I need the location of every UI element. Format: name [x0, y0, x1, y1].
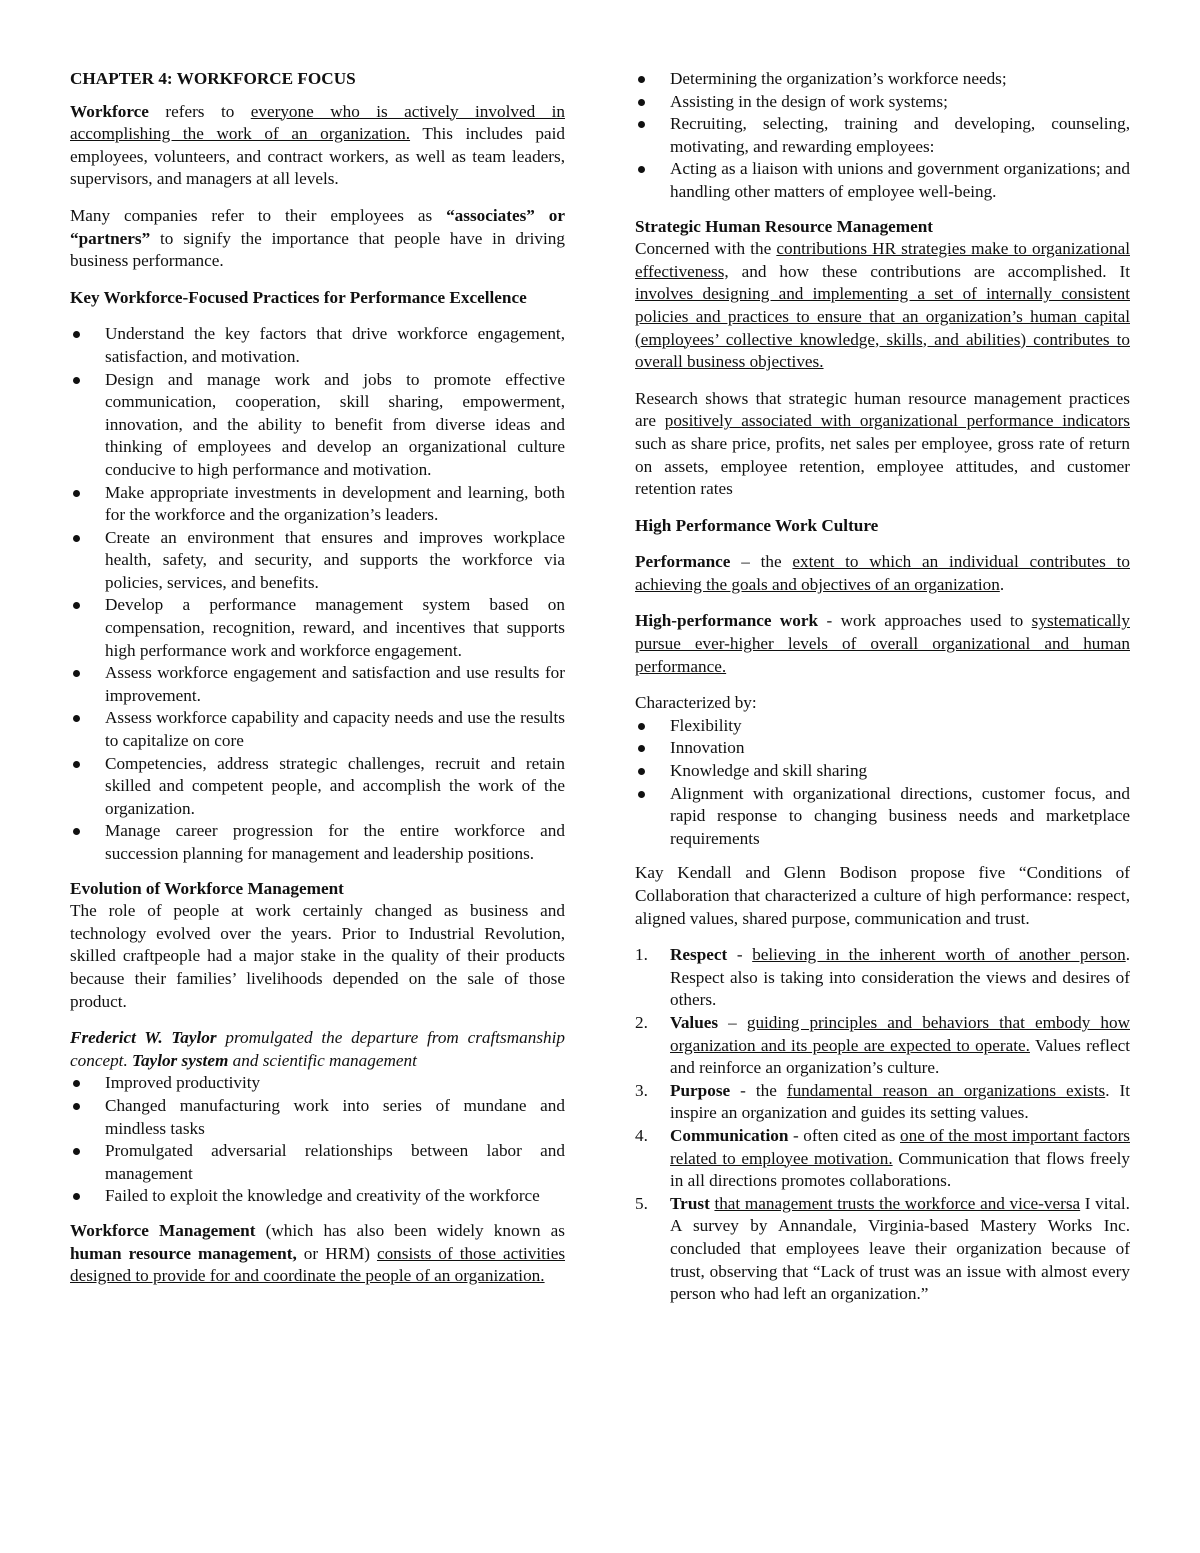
taylor-system: Taylor system — [132, 1050, 229, 1070]
associates-pre: Many companies refer to their employees as — [70, 205, 447, 225]
condition-underlined: believing in the inherent worth of another person — [752, 945, 1126, 965]
performance-definition — [635, 551, 1130, 596]
list-item: Improved productivity — [70, 1072, 565, 1095]
taylor-end: and scientific management — [228, 1050, 417, 1070]
hpw-definition — [635, 610, 1130, 678]
list-item: Failed to exploit the knowledge and creativity of the workforce — [70, 1185, 565, 1208]
list-item: Innovation — [635, 737, 1130, 760]
list-item: Understand the key factors that drive workforce engagement, satisfaction, and motivation. — [70, 323, 565, 368]
wm-term: Workforce Management — [70, 1220, 256, 1240]
taylor-mid: promulgated the departure from craftsmanship concept. — [70, 1028, 565, 1070]
workforce-rest: This includes paid employees, volunteers, and contract workers, as well as team leaders, supervisors, and managers at all levels. — [70, 124, 565, 189]
associates-post: to signify the importance that people have in driving business performance. — [70, 228, 565, 271]
evolution-paragraph: The role of people at work certainly changed as business and technology evolved over the years. Prior to Industrial Revolution, skilled craftpeople had a major stake in the quality of their products because their families’ livelihoods depended on the sale of those product. — [70, 901, 565, 1011]
workforce-definition — [70, 101, 565, 191]
list-item: Recruiting, selecting, training and developing, counseling, motivating, and rewarding employees: — [635, 113, 1130, 158]
list-item: Create an environment that ensures and improves workplace health, safety, and security, and supports the workforce via policies, services, and benefits. — [70, 527, 565, 595]
workforce-refers: refers to — [148, 101, 251, 121]
shrm-underlined-2: involves designing and implementing a set of internally consistent policies and practices to ensure that an organization’s human capital (employees’ collective knowledge, skills, and abilities) contributes to overall business objectives. — [635, 284, 1130, 372]
condition-item — [635, 1193, 1130, 1306]
research-post: such as share price, profits, net sales per employee, gross rate of return on assets, employee retention, employee attitudes, and customer retention rates — [635, 433, 1130, 499]
wm-underlined: consists of those activities designed to provide for and coordinate the people of an organization. — [70, 1243, 566, 1286]
shrm-mid: and how these contributions are accomplished. It — [728, 261, 1130, 281]
shrm-paragraph — [635, 238, 1130, 374]
list-item: Changed manufacturing work into series of mundane and mindless tasks — [70, 1095, 565, 1140]
performance-end: . — [999, 574, 1005, 594]
evolution-heading: Evolution of Workforce Management — [70, 878, 344, 898]
list-item: Determining the organization’s workforce needs; — [635, 68, 1130, 91]
taylor-name: Frederict W. Taylor — [70, 1028, 217, 1048]
list-item: Assess workforce engagement and satisfaction and use results for improvement. — [70, 662, 565, 707]
workforce-term: Workforce — [70, 101, 149, 121]
condition-underlined: one of the most important factors related to employee motivation. — [670, 1125, 1130, 1168]
condition-underlined: fundamental reason an organizations exists — [786, 1080, 1106, 1100]
condition-rest: I vital. A survey by Annandale, Virginia-based Mastery Works Inc. concluded that employees leave their organization because of trust, observing that “Lack of trust was an issue with almost every person who had left an organization.” — [670, 1193, 1130, 1304]
left-column — [70, 68, 565, 1302]
shrm-heading: Strategic Human Resource Management — [635, 216, 934, 236]
associates-bold: “associates” or “partners” — [70, 205, 565, 248]
condition-item — [635, 944, 1130, 1012]
research-pre: Research shows that strategic human resource management practices are — [635, 388, 1130, 431]
condition-sep: - often cited as — [788, 1125, 901, 1145]
condition-term: Trust — [670, 1193, 710, 1213]
condition-underlined: guiding principles and behaviors that embody how organization and its people are expected to operate. — [670, 1012, 1130, 1055]
performance-underlined: extent to which an individual contributes to achieving the goals and objectives of an organization — [635, 552, 1130, 594]
wm-mid2: or HRM) — [296, 1243, 377, 1263]
hpw-underlined: systematically pursue ever-higher levels of overall organizational and human performance. — [635, 611, 1130, 676]
characteristics-list — [635, 715, 1130, 851]
shrm-underlined-1: contributions HR strategies make to organizational effectiveness, — [635, 239, 1130, 281]
wm-hrm: human resource management, — [70, 1243, 297, 1263]
hrm-activities-list — [635, 68, 1130, 204]
condition-number: 2. — [635, 1012, 648, 1032]
list-item: Flexibility — [635, 715, 1130, 738]
kendall-paragraph: Kay Kendall and Glenn Bodison propose five “Conditions of Collaboration that characterized a culture of high performance: respect, aligned values, shared purpose, communication and trust. — [635, 863, 1130, 928]
list-item: Manage career progression for the entire workforce and succession planning for management and leadership positions. — [70, 820, 565, 865]
hpw-dash: - work approaches used to — [818, 611, 1032, 631]
list-item: Competencies, address strategic challenges, recruit and retain skilled and competent people, and accomplish the work of the organization. — [70, 753, 565, 821]
condition-underlined: that management trusts the workforce and vice-versa — [714, 1193, 1081, 1213]
workforce-underlined: everyone who is actively involved in accomplishing the work of an organization. — [70, 101, 565, 144]
characterized-label: Characterized by: — [635, 693, 757, 713]
taylor-points-list — [70, 1072, 565, 1208]
condition-item — [635, 1125, 1130, 1193]
research-paragraph — [635, 388, 1130, 501]
condition-term: Purpose — [670, 1080, 731, 1100]
right-column — [635, 68, 1130, 1318]
key-practices-heading: Key Workforce-Focused Practices for Performance Excellence — [70, 287, 527, 307]
condition-sep: - — [727, 945, 753, 965]
key-practices-list — [70, 323, 565, 865]
hpw-term: High-performance work — [635, 611, 819, 631]
list-item: Develop a performance management system based on compensation, recognition, reward, and incentives that supports high performance work and workforce engagement. — [70, 594, 565, 662]
condition-number: 4. — [635, 1125, 648, 1145]
condition-rest: . It inspire an organization and guides its setting values. — [670, 1080, 1131, 1123]
performance-term: Performance — [635, 552, 731, 572]
list-item: Design and manage work and jobs to promote effective communication, cooperation, skill sharing, empowerment, innovation, and the ability to benefit from diverse ideas and thinking of employees and develop an organizational culture conducive to high performance and motivation. — [70, 369, 565, 482]
hpwc-heading: High Performance Work Culture — [635, 515, 879, 535]
list-item: Knowledge and skill sharing — [635, 760, 1130, 783]
conditions-list — [635, 944, 1130, 1306]
list-item: Promulgated adversarial relationships between labor and management — [70, 1140, 565, 1185]
condition-sep: – — [718, 1012, 747, 1032]
condition-term: Respect — [670, 945, 728, 965]
list-item: Alignment with organizational directions, customer focus, and rapid response to changing business needs and marketplace requirements — [635, 783, 1130, 851]
condition-sep: - the — [730, 1080, 787, 1100]
research-underlined: positively associated with organizational performance indicators — [664, 411, 1130, 431]
condition-number: 5. — [635, 1193, 648, 1213]
list-item: Acting as a liaison with unions and government organizations; and handling other matters of employee well-being. — [635, 158, 1130, 203]
workforce-management-definition — [70, 1220, 565, 1288]
list-item: Assess workforce capability and capacity needs and use the results to capitalize on core — [70, 707, 565, 752]
condition-number: 1. — [635, 945, 648, 965]
list-item: Assisting in the design of work systems; — [635, 91, 1130, 114]
condition-rest: . Respect also is taking into consideration the views and desires of others. — [670, 945, 1130, 1010]
condition-item — [635, 1080, 1130, 1125]
condition-term: Communication — [670, 1125, 789, 1145]
list-item: Make appropriate investments in development and learning, both for the workforce and the organization’s leaders. — [70, 482, 565, 527]
condition-rest: Communication that flows freely in all directions promotes collaborations. — [670, 1148, 1130, 1191]
condition-rest: Values reflect and reinforce an organization’s culture. — [670, 1035, 1130, 1078]
taylor-paragraph — [70, 1027, 565, 1072]
chapter-title: CHAPTER 4: WORKFORCE FOCUS — [70, 69, 356, 88]
shrm-pre: Concerned with the — [635, 239, 777, 259]
condition-term: Values — [670, 1012, 719, 1032]
performance-dash: – the — [730, 552, 793, 572]
condition-number: 3. — [635, 1080, 648, 1100]
wm-mid1: (which has also been widely known as — [255, 1220, 565, 1240]
condition-item — [635, 1012, 1130, 1080]
associates-paragraph — [70, 205, 565, 273]
